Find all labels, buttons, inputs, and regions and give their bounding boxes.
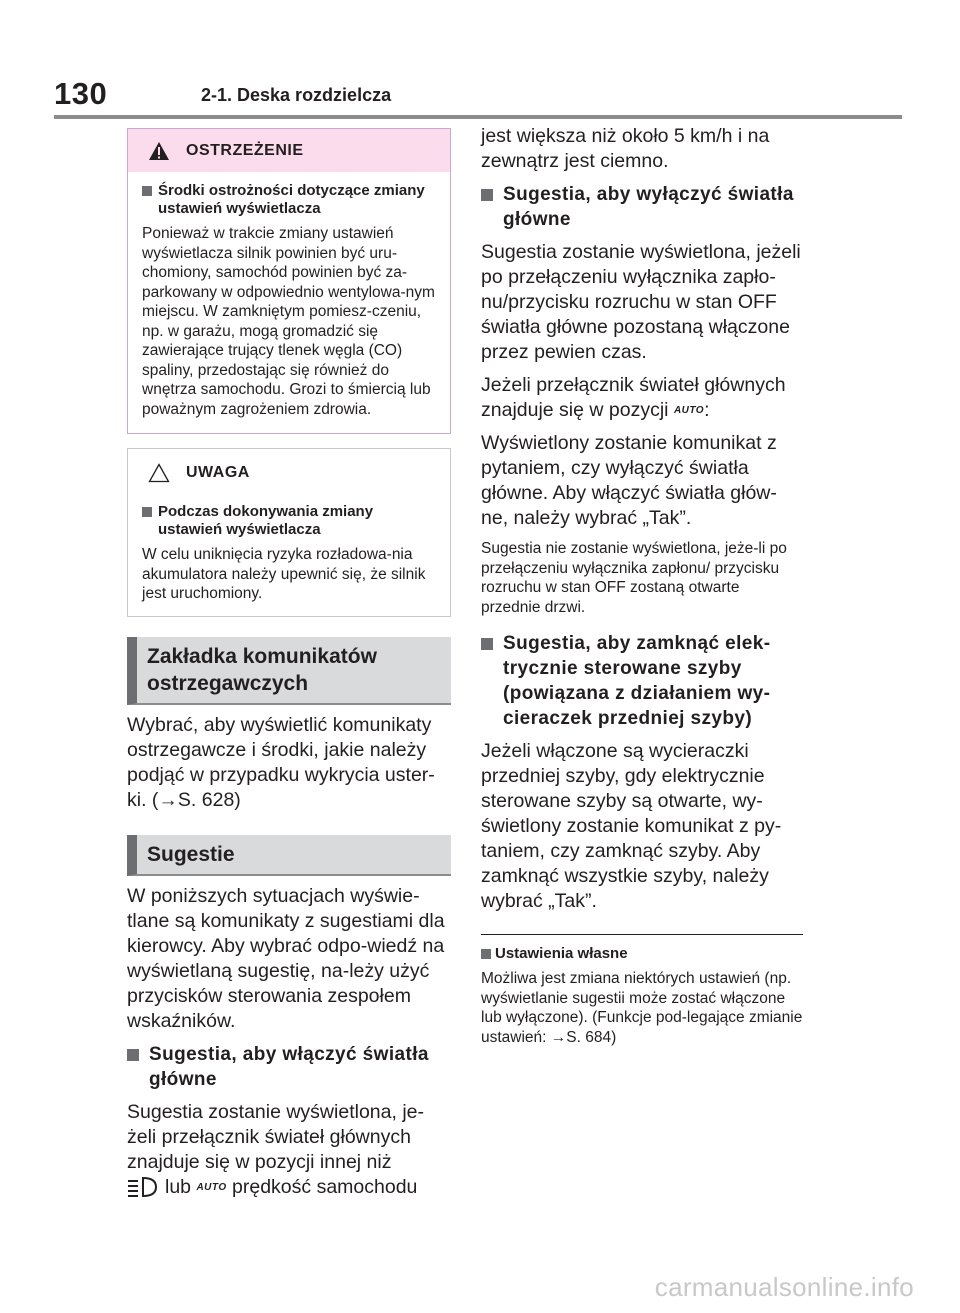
warning-header xyxy=(128,128,450,172)
turn-on-text-d: jest większa niż około 5 km/h i na zewnątrz jest ciemno. xyxy=(481,125,770,172)
square-bullet-icon xyxy=(127,1049,139,1061)
right-column xyxy=(481,125,803,1047)
warning-body xyxy=(128,172,450,433)
page-header xyxy=(56,74,904,118)
section-title-suggestions: Sugestie xyxy=(147,842,235,866)
divider xyxy=(481,934,803,935)
auto-icon: AUTO xyxy=(673,405,705,417)
warning-subheading xyxy=(142,182,436,218)
turn-off-text-1: Sugestia zostanie wyświetlona, jeżeli po przełączeniu wyłącznika zapło-nu/przycisku rozruchu w stan OFF światła główne pozostaną włączone przez pewien czas. xyxy=(481,241,801,363)
warning-subheading-text: Środki ostrożności dotyczące zmiany ustawień wyświetlacza xyxy=(158,182,425,217)
turn-on-text-b: lub xyxy=(165,1175,192,1198)
notice-subheading-text: Podczas dokonywania zmiany ustawień wyświetlacza xyxy=(158,503,374,538)
turn-off-text-2a: Jeżeli przełącznik świateł głównych znajduje się w pozycji xyxy=(481,374,786,421)
caution-triangle-icon xyxy=(148,463,170,483)
watermark: carmanualsonline.info xyxy=(654,1272,914,1302)
custom-settings-text: Możliwa jest zmiana niektórych ustawień (np. wyświetlanie sugestii może zostać włączone lub wyłączone). (Funkcje pod-legające zmianie ustawień: →S. 684) xyxy=(481,970,803,1046)
suggestions-intro: W poniższych sytuacjach wyświe-tlane są komunikaty z sugestiami dla kierowcy. Aby wybrać odpo-wiedź na wyświetlaną sugestię, na-leży użyć przycisków sterowania zespołem wskaźników. xyxy=(127,884,445,1032)
turn-off-heading xyxy=(481,182,803,232)
windows-heading xyxy=(481,631,803,731)
turn-on-heading xyxy=(127,1042,451,1092)
turn-on-text-a: Sugestia zostanie wyświetlona, je-żeli przełącznik świateł głównych znajduje się w pozycji innej niż xyxy=(127,1100,424,1173)
warning-triangle-icon xyxy=(148,141,170,161)
notice-title: UWAGA xyxy=(186,464,250,481)
notice-text: W celu uniknięcia ryzyka rozładowa-nia akumulatora należy upewnić się, że silnik jest uruchomiony. xyxy=(142,546,426,602)
section-bar-warnings xyxy=(127,637,451,705)
headlight-beam-icon xyxy=(127,1176,157,1198)
notice-subheading xyxy=(142,503,436,539)
notice-body xyxy=(128,497,450,616)
square-bullet-icon xyxy=(142,507,152,517)
turn-off-text-2 xyxy=(481,373,803,423)
square-bullet-icon xyxy=(481,638,493,650)
section-bar-suggestions xyxy=(127,835,451,876)
square-bullet-icon xyxy=(142,186,152,196)
auto-icon: AUTO xyxy=(196,1181,227,1193)
header-rule xyxy=(54,115,902,119)
left-column xyxy=(127,128,451,1200)
turn-on-text-c: prędkość samochodu xyxy=(232,1175,418,1198)
warnings-text: Wybrać, aby wyświetlić komunikaty ostrzegawcze i środki, jakie należy podjąć w przypadku wykrycia uster-ki. (→S. 628) xyxy=(127,713,435,811)
warning-text: Ponieważ w trakcie zmiany ustawień wyświetlacza silnik powinien być uru-chomiony, samochód powinien być za-parkowany w odpowiednio wentylowa-nym miejscu. W zamkniętym pomiesz-czeniu, np. w garażu, mogą gromadzić się zawierające trujący tlenek węgla (CO) spaliny, przedostając się również do wnętrza samochodu. Grozi to śmiercią lub poważnym zagrożeniem zdrowia. xyxy=(142,225,435,418)
section-title-warnings: Zakładka komunikatów ostrzegawczych xyxy=(147,644,377,695)
section-title: 2-1. Deska rozdzielcza xyxy=(201,85,392,105)
turn-on-text xyxy=(127,1100,451,1200)
notice-header xyxy=(128,449,450,497)
warning-box xyxy=(127,128,451,434)
turn-off-text-3: Wyświetlony zostanie komunikat z pytaniem, czy wyłączyć światła główne. Aby włączyć światła głów-ne, należy wybrać „Tak”. xyxy=(481,432,777,530)
windows-heading-text: Sugestia, aby zamknąć elek-trycznie sterowane szyby (powiązana z działaniem wy-cieraczek przedniej szyby) xyxy=(503,633,771,730)
turn-off-heading-text: Sugestia, aby wyłączyć światła główne xyxy=(503,184,794,230)
turn-on-heading-text: Sugestia, aby włączyć światła główne xyxy=(149,1043,429,1090)
page-number: 130 xyxy=(54,76,108,111)
square-bullet-icon xyxy=(481,949,491,959)
turn-off-text-4: Sugestia nie zostanie wyświetlona, jeże-li po przełączeniu wyłącznika zapłonu/ przycisku rozruchu w stan OFF zostaną otwarte przednie drzwi. xyxy=(481,540,787,616)
warning-title: OSTRZEŻENIE xyxy=(186,141,304,159)
turn-off-text-2b: : xyxy=(704,399,710,421)
custom-settings-heading xyxy=(481,945,803,963)
notice-box xyxy=(127,448,451,617)
custom-settings-heading-text: Ustawienia własne xyxy=(495,945,628,963)
windows-text: Jeżeli włączone są wycieraczki przedniej szyby, gdy elektrycznie sterowane szyby są otwarte, wy-świetlony zostanie komunikat z py-taniem, czy zamknąć szyby. Aby zamknąć wszystkie szyby, należy wybrać „Tak”. xyxy=(481,740,782,913)
square-bullet-icon xyxy=(481,189,493,201)
